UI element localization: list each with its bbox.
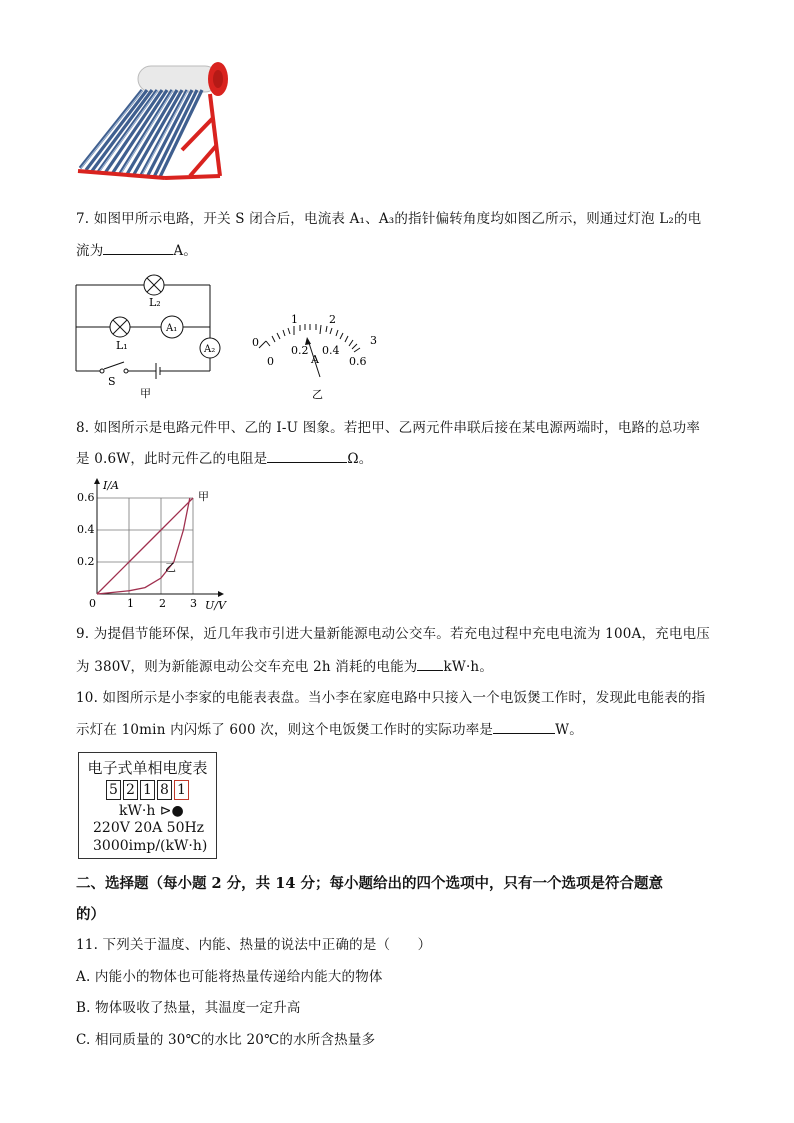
section2-heading-line2: 的） — [76, 906, 105, 923]
meter-digit: 2 — [123, 780, 138, 800]
q10-text-line2 — [76, 719, 583, 740]
y-tick-04: 0.4 — [77, 523, 95, 536]
q7-answer-blank[interactable] — [103, 240, 173, 255]
q9-text-line1: 9. 为提倡节能环保，近几年我市引进大量新能源电动公交车。若充电过程中充电电流为 100A，充电电压 — [76, 626, 710, 642]
upper-tick-0: 0 — [252, 336, 259, 349]
q7-prefix: 流为 — [76, 243, 104, 259]
x-tick-0: 0 — [89, 597, 96, 610]
q11-option-b[interactable]: B. 物体吸收了热量，其温度一定升高 — [76, 1000, 301, 1016]
meter-digit: 1 — [140, 780, 155, 800]
circuit-diagram — [72, 270, 232, 400]
q7-text-line2 — [76, 240, 197, 261]
q10-prefix: 示灯在 10min 内闪烁了 600 次，则这个电饭煲工作时的实际功率是 — [76, 722, 494, 738]
caption-yi: 乙 — [312, 388, 323, 401]
q8-prefix: 是 0.6W，此时元件乙的电阻是 — [76, 451, 268, 467]
q9-suffix: kW·h。 — [443, 659, 494, 675]
q11-stem: 11. 下列关于温度、内能、热量的说法中正确的是（ ） — [76, 937, 432, 953]
label-L1: L₁ — [116, 339, 128, 352]
solar-water-heater-image — [70, 58, 235, 180]
electricity-meter-panel — [78, 752, 217, 859]
caption-jia: 甲 — [140, 387, 151, 400]
q8-suffix: Ω。 — [347, 451, 373, 467]
upper-tick-1: 1 — [291, 313, 298, 326]
q11-option-a[interactable]: A. 内能小的物体也可能将热量传递给内能大的物体 — [76, 969, 383, 985]
q8-answer-blank[interactable] — [267, 448, 347, 463]
lower-tick-0: 0 — [267, 355, 274, 368]
upper-tick-2: 2 — [329, 313, 336, 326]
q7-suffix: A。 — [173, 243, 198, 259]
lower-tick-02: 0.2 — [291, 344, 309, 357]
curve-label-jia: 甲 — [198, 490, 209, 503]
q8-text-line1: 8. 如图所示是电路元件甲、乙的 I-U 图象。若把甲、乙两元件串联后接在某电源两端时，电路的总功率 — [76, 420, 701, 436]
q7-text-line1: 7. 如图甲所示电路，开关 S 闭合后，电流表 A₁、A₃的指针偏转角度均如图乙所示，则通过灯泡 L₂的电 — [76, 211, 702, 227]
lower-tick-04: 0.4 — [322, 344, 340, 357]
ammeter-dial — [250, 305, 385, 405]
iu-graph — [70, 478, 235, 613]
q8-text-line2 — [76, 448, 372, 469]
meter-spec: 220V 20A 50Hz — [93, 820, 205, 836]
curve-label-yi: 乙 — [165, 561, 176, 574]
meter-unit: kW·h ⊳● — [119, 803, 184, 819]
lower-tick-06: 0.6 — [349, 355, 367, 368]
y-tick-06: 0.6 — [77, 491, 95, 504]
label-L2: L₂ — [149, 296, 161, 309]
label-A1: A₁ — [166, 323, 178, 334]
x-axis-label: U/V — [205, 599, 226, 612]
y-axis-label: I/A — [103, 479, 119, 492]
meter-digit: 8 — [157, 780, 172, 800]
meter-digit-decimal: 1 — [174, 780, 189, 800]
q9-prefix: 为 380V，则为新能源电动公交车充电 2h 消耗的电能为 — [76, 659, 418, 675]
label-A2: A₂ — [204, 344, 216, 355]
upper-tick-3: 3 — [370, 334, 377, 347]
y-tick-02: 0.2 — [77, 555, 95, 568]
x-tick-3: 3 — [190, 597, 197, 610]
q9-text-line2 — [76, 656, 493, 677]
x-tick-1: 1 — [127, 597, 134, 610]
x-tick-2: 2 — [159, 597, 166, 610]
meter-title: 电子式单相电度表 — [87, 759, 208, 777]
meter-digits — [106, 780, 191, 800]
q10-answer-blank[interactable] — [493, 719, 555, 734]
q10-text-line1: 10. 如图所示是小李家的电能表表盘。当小李在家庭电路中只接入一个电饭煲工作时，发现此电能表的指 — [76, 690, 706, 706]
ammeter-unit-label: A — [311, 353, 319, 366]
q11-option-c[interactable]: C. 相同质量的 30℃的水比 20℃的水所含热量多 — [76, 1032, 376, 1048]
q10-suffix: W。 — [555, 722, 583, 738]
label-switch-S: S — [108, 375, 116, 388]
meter-impulse-rate: 3000imp/(kW·h) — [93, 838, 208, 854]
meter-digit: 5 — [106, 780, 121, 800]
q9-answer-blank[interactable] — [417, 656, 443, 671]
section2-heading-line1: 二、选择题（每小题 2 分，共 14 分；每小题给出的四个选项中，只有一个选项是符合题意 — [76, 875, 663, 892]
